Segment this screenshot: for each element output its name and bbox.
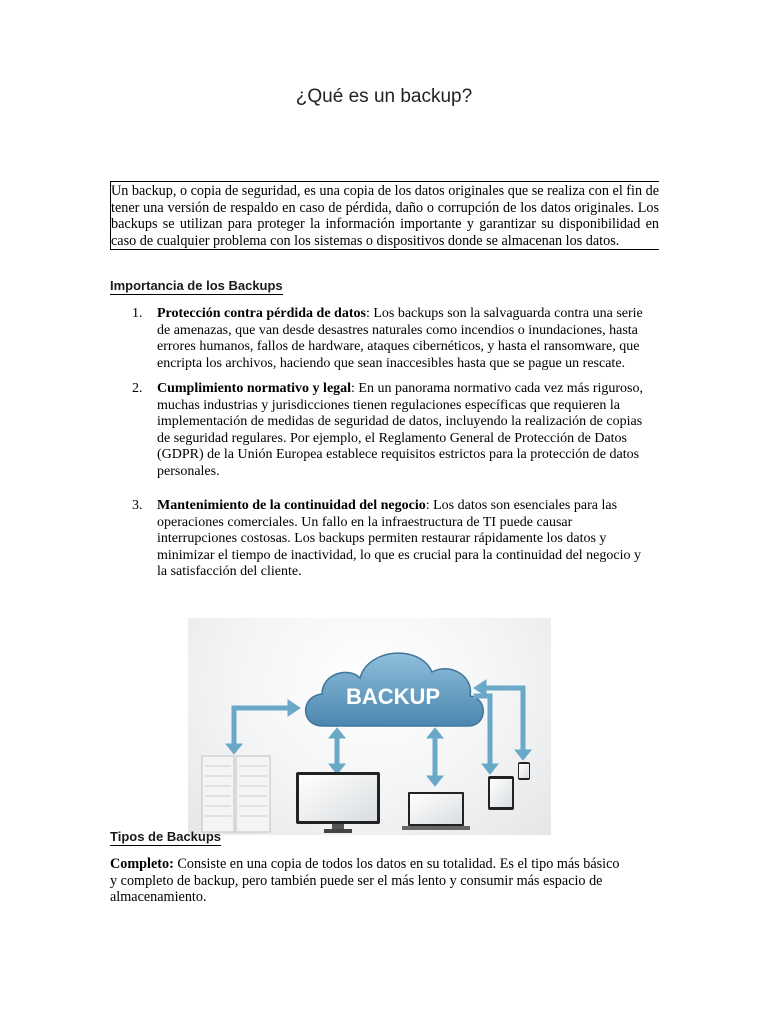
list-item-number: 3. [132, 498, 143, 513]
cloud-icon [306, 653, 484, 726]
section-heading-importancia: Importancia de los Backups [110, 278, 283, 293]
list-item-text: : Los backups son la salvaguarda contra una serie de amenazas, que van desde desastres naturales como incendios o inundaciones, hasta errores humanos, fallos de hardware, ataques cibernéticos, y hasta el ransomware, que encripta los archivos, haciendo que sean inaccesibles hasta que se pague un rescate. [157, 306, 643, 371]
list-item [132, 381, 652, 480]
list-item-number: 1. [132, 306, 143, 321]
backup-type-term: Completo: [110, 856, 174, 872]
list-item-text: : Los datos son esenciales para las operaciones comerciales. Un fallo en la infraestructura de TI puede causar interrupciones costosas. Los backups permiten restaurar rápidamente los datos y minimizar el tiempo de inactividad, lo que es crucial para la continuidad del negocio y la satisfacción del cliente. [157, 498, 641, 579]
backup-type-text: Consiste en una copia de todos los datos en su totalidad. Es el tipo más básico y completo de backup, pero también puede ser el más lento y consumir más espacio de almacenamiento. [110, 856, 620, 905]
laptop-icon [402, 792, 470, 830]
list-item [132, 306, 652, 372]
list-item-number: 2. [132, 381, 143, 396]
server-icon [202, 756, 270, 832]
backup-cloud-illustration [188, 618, 551, 835]
page-title: ¿Qué es un backup? [295, 86, 473, 107]
list-item-term: Mantenimiento de la continuidad del negocio [157, 498, 426, 513]
cloud-label: BACKUP [345, 684, 441, 709]
section-heading-tipos: Tipos de Backups [110, 829, 222, 844]
monitor-icon [296, 772, 380, 833]
list-item-text: : En un panorama normativo cada vez más riguroso, muchas industrias y jurisdicciones tienen regulaciones específicas que requieren la implementación de medidas de seguridad de datos, incluyendo la realización de copias de seguridad regulares. Por ejemplo, el Reglamento General de Protección de Datos (GDPR) de la Unión Europea establece requisitos estrictos para la protección de datos personales. [157, 381, 644, 479]
backup-type-paragraph [110, 856, 630, 906]
phone-icon [518, 762, 530, 780]
list-item [132, 498, 652, 581]
intro-paragraph: Un backup, o copia de seguridad, es una copia de los datos originales que se realiza con el fin de tener una versión de respaldo en caso de pérdida, daño o corrupción de los datos originales. Los backups se utilizan para proteger la información importante y garantizar su disponibilidad en caso de cualquier problema con los sistemas o dispositivos donde se almacenan los datos. [111, 183, 659, 249]
list-item-term: Protección contra pérdida de datos [157, 306, 366, 321]
list-item-term: Cumplimiento normativo y legal [157, 381, 352, 396]
tablet-icon [488, 776, 514, 810]
